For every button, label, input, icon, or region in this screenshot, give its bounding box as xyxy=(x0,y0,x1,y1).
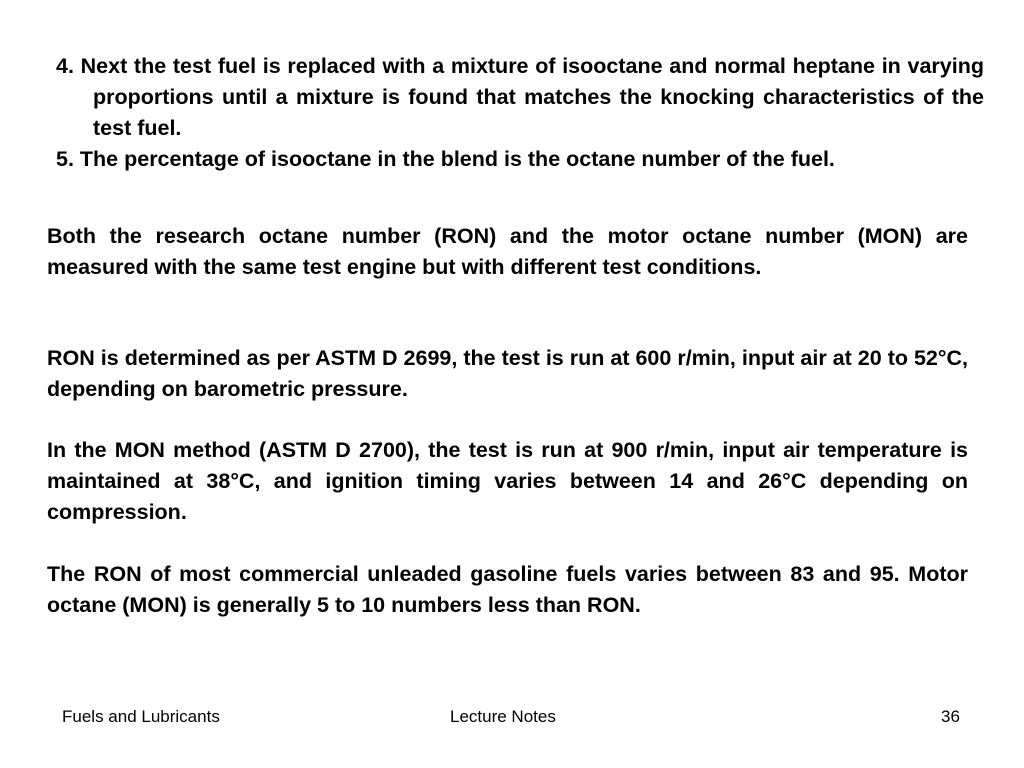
footer-course-title: Fuels and Lubricants xyxy=(62,707,220,726)
paragraph-ron-method: RON is determined as per ASTM D 2699, the test is run at 600 r/min, input air at 20 to 52°C, depending on barometric pressure. xyxy=(47,346,968,401)
paragraph-ron-range: The RON of most commercial unleaded gasoline fuels varies between 83 and 95. Motor octane (MON) is generally 5 to 10 numbers less than RON. xyxy=(47,562,968,617)
step-5: 5. The percentage of isooctane in the blend is the octane number of the fuel. xyxy=(56,147,835,171)
step-4: 4. Next the test fuel is replaced with a mixture of isooctane and normal heptane in varying proportions until a mixture is found that matches the knocking characteristics of the test fuel. xyxy=(56,54,984,140)
paragraph-ron-mon-intro: Both the research octane number (RON) and the motor octane number (MON) are measured with the same test engine but with different test conditions. xyxy=(47,224,968,279)
footer-lecture-notes: Lecture Notes xyxy=(450,707,556,726)
footer-page-number: 36 xyxy=(941,707,960,726)
numbered-steps xyxy=(56,51,984,175)
paragraph-mon-method: In the MON method (ASTM D 2700), the test is run at 900 r/min, input air temperature is maintained at 38°C, and ignition timing varies between 14 and 26°C depending on compression. xyxy=(47,438,968,524)
